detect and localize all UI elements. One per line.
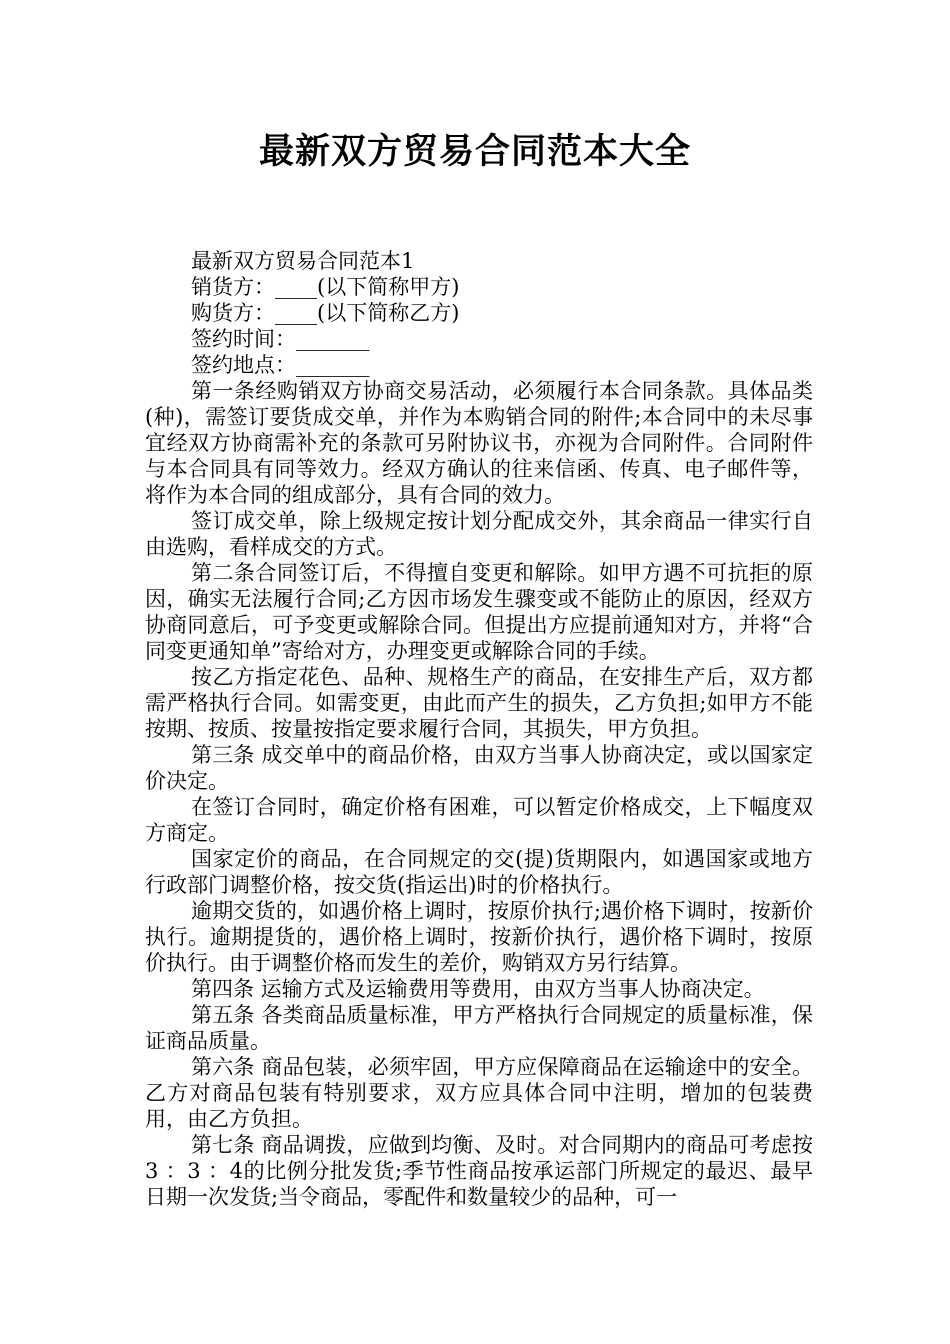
paragraph-provisional-price: 在签订合同时，确定价格有困难，可以暂定价格成交，上下幅度双方商定。 [145,795,813,845]
paragraph-article-6: 第六条 商品包装，必须牢固，甲方应保障商品在运输途中的安全。乙方对商品包装有特别要求，双方应具体合同中注明，增加的包装费用，由乙方负担。 [145,1055,813,1131]
paragraph-article-1: 第一条经购销双方协商交易活动，必须履行本合同条款。具体品类(种)，需签订要货成交单，并作为本购销合同的附件;本合同中的未尽事宜经双方协商需补充的条款可另附协议书，亦视为合同附件。合同附件与本合同具有同等效力。经双方确认的往来信函、传真、电子邮件等，将作为本合同的组成部分，具有合同的效力。 [145,379,813,507]
document-title: 最新双方贸易合同范本大全 [258,132,691,172]
contract-heading: 最新双方贸易合同范本1 [191,249,415,273]
paragraph-article-2: 第二条合同签订后，不得擅自变更和解除。如甲方遇不可抗拒的原因，确实无法履行合同;乙方因市场发生骤变或不能防止的原因，经双方协商同意后，可予变更或解除合同。但提出方应提前通知对方，并将“合同变更通知单”寄给对方，办理变更或解除合同的手续。 [145,561,813,663]
document-body [145,248,813,1210]
paragraph-state-price: 国家定价的商品，在合同规定的交(提)货期限内，如遇国家或地方行政部门调整价格，按交货(指运出)时的价格执行。 [145,847,813,897]
paragraph-article-5: 第五条 各类商品质量标准，甲方严格执行合同规定的质量标准，保证商品质量。 [145,1003,813,1053]
paragraph-order-form: 签订成交单，除上级规定按计划分配成交外，其余商品一律实行自由选购，看样成交的方式。 [145,509,813,559]
paragraph-article-3: 第三条 成交单中的商品价格，由双方当事人协商决定，或以国家定价决定。 [145,743,813,793]
buyer-line: 购货方：____(以下简称乙方) [191,301,460,325]
signing-place-line: 签约地点：_______ [191,353,370,377]
seller-line: 销货方：____(以下简称甲方) [191,275,460,299]
signing-time-line: 签约时间：_______ [191,327,370,351]
paragraph-late-delivery: 逾期交货的，如遇价格上调时，按原价执行;遇价格下调时，按新价执行。逾期提货的，遇价格上调时，按新价执行，遇价格下调时，按原价执行。由于调整价格而发生的差价，购销双方另行结算。 [145,899,813,975]
paragraph-custom-production: 按乙方指定花色、品种、规格生产的商品，在安排生产后，双方都需严格执行合同。如需变更，由此而产生的损失，乙方负担;如甲方不能按期、按质、按量按指定要求履行合同，其损失，甲方负担。 [145,665,813,741]
paragraph-article-4: 第四条 运输方式及运输费用等费用，由双方当事人协商决定。 [191,977,765,1001]
paragraph-article-7: 第七条 商品调拨，应做到均衡、及时。对合同期内的商品可考虑按3 ：3 ：4的比例分批发货;季节性商品按承运部门所规定的最迟、最早日期一次发货;当令商品，零配件和数量较少的品种，可一 [145,1133,813,1209]
